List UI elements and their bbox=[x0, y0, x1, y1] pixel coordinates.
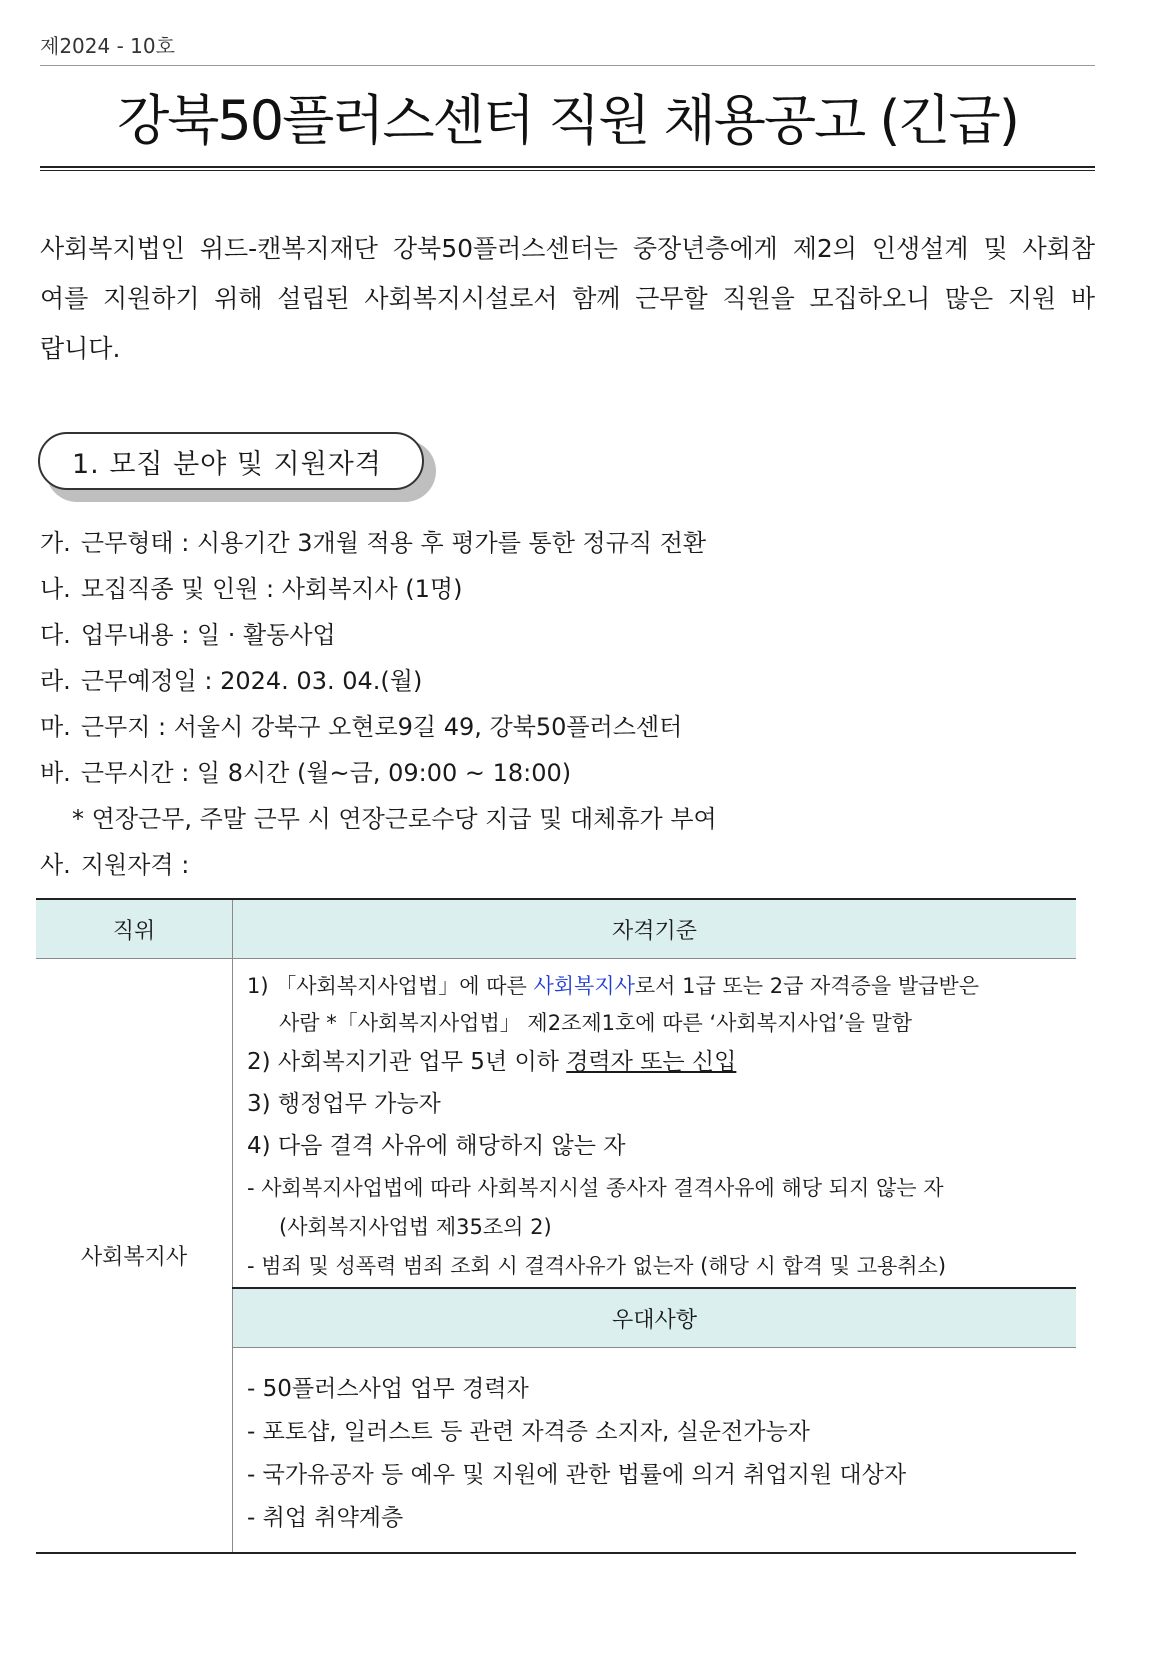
document-number: 제2024 - 10호 bbox=[40, 34, 175, 58]
item-marker: 나. bbox=[40, 575, 71, 603]
intro-paragraph: 사회복지법인 위드-캔복지재단 강북50플러스센터는 중장년층에게 제2의 인생설계 및 사회참여를 지원하기 위해 설립된 사회복지시설로서 함께 근무할 직원을 모집하오니 많은 지원 바랍니다. bbox=[40, 234, 1095, 363]
item-start-date bbox=[40, 658, 1100, 704]
table-header-row bbox=[36, 899, 1076, 959]
item-text: 모집직종 및 인원 : 사회복지사 (1명) bbox=[80, 575, 463, 603]
page-title: 강북50플러스센터 직원 채용공고 (긴급) bbox=[117, 89, 1018, 152]
position-cell: 사회복지사 bbox=[36, 959, 233, 1554]
item-marker: 바. bbox=[40, 759, 71, 787]
preference-item: - 50플러스사업 업무 경력자 bbox=[247, 1376, 529, 1402]
top-divider bbox=[40, 65, 1095, 66]
criteria-2: 2) 사회복지기관 업무 5년 이하 경력자 또는 신입 bbox=[247, 1049, 737, 1075]
criteria-cell bbox=[233, 959, 1077, 1289]
section-heading bbox=[38, 432, 424, 490]
header-preferences: 우대사항 bbox=[233, 1288, 1077, 1348]
item-text: 근무시간 : 일 8시간 (월~금, 09:00 ~ 18:00) bbox=[80, 759, 572, 787]
criteria-1-continued: 사람 *「사회복지사업법」 제2조제1호에 따른 ‘사회복지사업’을 말함 bbox=[279, 1011, 913, 1035]
item-marker: 사. bbox=[40, 851, 71, 879]
criteria-3: 3) 행정업무 가능자 bbox=[247, 1091, 441, 1117]
preference-item: - 포토샵, 일러스트 등 관련 자격증 소지자, 실운전가능자 bbox=[247, 1419, 810, 1445]
item-marker: 가. bbox=[40, 529, 71, 557]
item-text: * 연장근무, 주말 근무 시 연장근로수당 지급 및 대체휴가 부여 bbox=[72, 805, 717, 833]
qualification-table bbox=[36, 898, 1076, 1554]
header-criteria: 자격기준 bbox=[233, 899, 1077, 959]
item-job-duties bbox=[40, 612, 1100, 658]
criteria-5: - 사회복지사업법에 따라 사회복지시설 종사자 결격사유에 해당 되지 않는 자 bbox=[247, 1176, 944, 1200]
item-workplace bbox=[40, 704, 1100, 750]
underlined-experience: 경력자 또는 신입 bbox=[566, 1049, 737, 1075]
preferences-cell bbox=[233, 1348, 1077, 1554]
item-marker: 마. bbox=[40, 713, 71, 741]
criteria-4: 4) 다음 결격 사유에 해당하지 않는 자 bbox=[247, 1133, 626, 1159]
item-text: 근무예정일 : 2024. 03. 04.(월) bbox=[80, 667, 423, 695]
item-marker: 다. bbox=[40, 621, 71, 649]
section-heading-text: 1. 모집 분야 및 지원자격 bbox=[72, 448, 382, 480]
criteria-1: 1) 「사회복지사업법」에 따른 사회복지사로서 1급 또는 2급 자격증을 발급받은 bbox=[247, 974, 979, 998]
preference-item: - 취업 취약계층 bbox=[247, 1505, 404, 1531]
item-position-count bbox=[40, 566, 1100, 612]
criteria-6: - 범죄 및 성폭력 범죄 조회 시 결격사유가 없는자 (해당 시 합격 및 고용취소) bbox=[247, 1254, 947, 1278]
item-work-hours bbox=[40, 750, 1100, 796]
item-employment-type bbox=[40, 520, 1100, 566]
item-text: 지원자격 : bbox=[80, 851, 190, 879]
criteria-5-continued: (사회복지사업법 제35조의 2) bbox=[279, 1215, 552, 1239]
item-qualifications bbox=[40, 842, 1100, 888]
table-row bbox=[36, 959, 1076, 1289]
item-text: 근무지 : 서울시 강북구 오현로9길 49, 강북50플러스센터 bbox=[80, 713, 683, 741]
item-text: 업무내용 : 일 · 활동사업 bbox=[80, 621, 336, 649]
item-overtime-note bbox=[40, 796, 1100, 842]
header-position: 직위 bbox=[36, 899, 233, 959]
recruitment-items bbox=[40, 520, 1100, 888]
item-marker: 라. bbox=[40, 667, 71, 695]
preference-item: - 국가유공자 등 예우 및 지원에 관한 법률에 의거 취업지원 대상자 bbox=[247, 1462, 907, 1488]
item-text: 근무형태 : 시용기간 3개월 적용 후 평가를 통한 정규직 전환 bbox=[80, 529, 707, 557]
highlight-social-worker: 사회복지사 bbox=[533, 974, 635, 998]
title-divider bbox=[40, 166, 1095, 171]
